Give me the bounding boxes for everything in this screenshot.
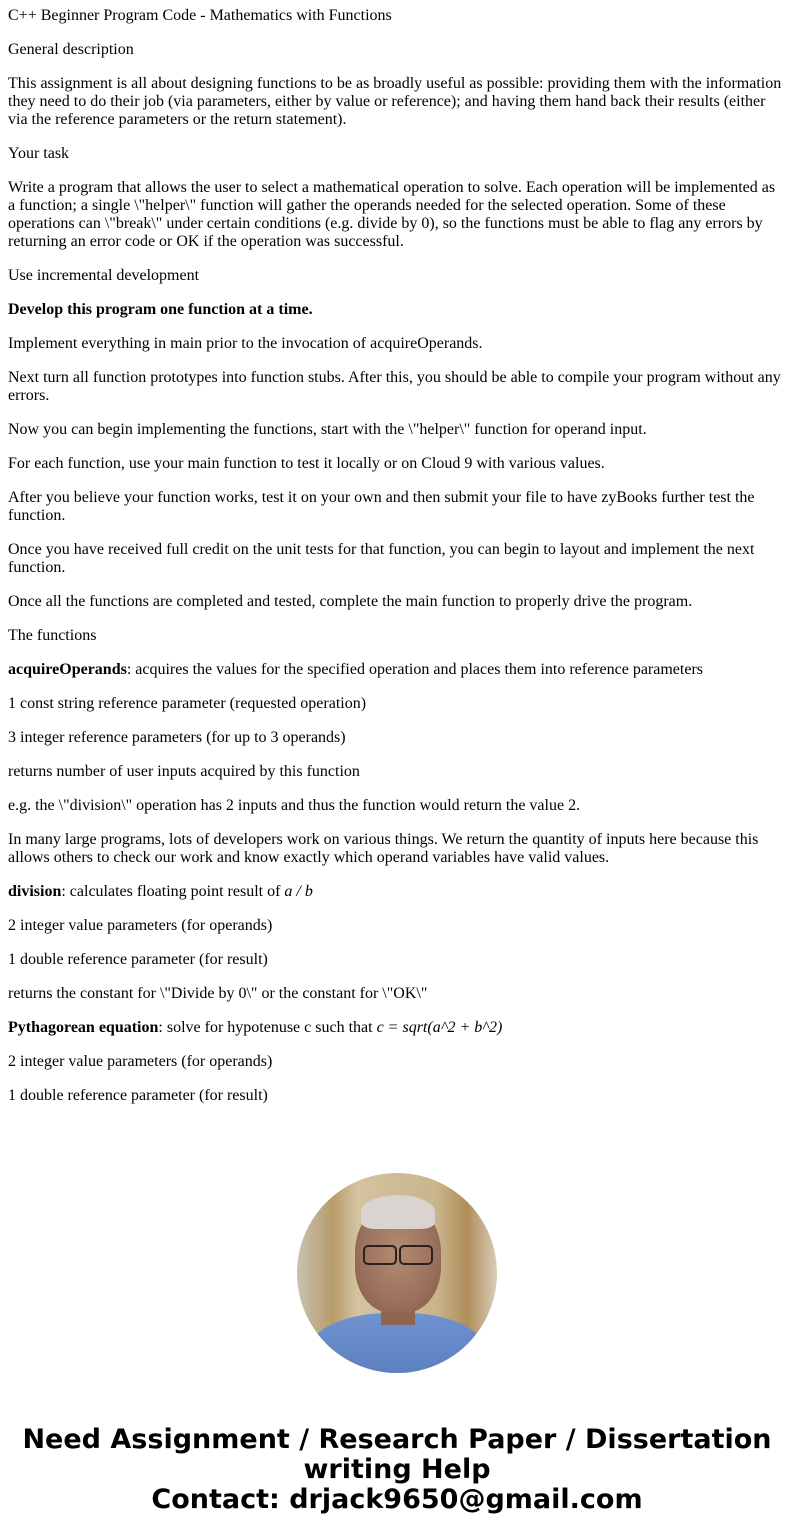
step: Once you have received full credit on the unit tests for that function, you can begin to layout and implement the next function.: [8, 541, 755, 576]
step: Now you can begin implementing the functions, start with the \"helper\" function for operand input.: [8, 421, 647, 438]
incremental-bold-text: Develop this program one function at a time.: [8, 301, 313, 318]
spec-line: e.g. the \"division\" operation has 2 inputs and thus the function would return the value 2.: [8, 797, 581, 814]
division-desc: [8, 883, 786, 901]
incremental-heading: Use incremental development: [8, 267, 200, 284]
general-text: This assignment is all about designing functions to be as broadly useful as possible: providing them with the information they need to do their job (via parameters, either by value or reference); and having them hand back their results (either via the reference parameters or the return statement).: [8, 75, 782, 128]
general-heading: General description: [8, 41, 134, 58]
photo-hair: [361, 1195, 435, 1229]
function-name: acquireOperands: [8, 661, 127, 678]
document-title: C++ Beginner Program Code - Mathematics with Functions: [8, 7, 392, 24]
spec-line: returns number of user inputs acquired by this function: [8, 763, 360, 780]
spec-line: returns the constant for \"Divide by 0\" or the constant for \"OK\": [8, 985, 428, 1002]
function-name: division: [8, 883, 62, 900]
formula: c = sqrt(a^2 + b^2): [376, 1019, 503, 1036]
spec-line: 2 integer value parameters (for operands): [8, 1053, 273, 1070]
function-name: Pythagorean equation: [8, 1019, 159, 1036]
spec-line: In many large programs, lots of developers work on various things. We return the quantity of inputs here because this allows others to check our work and know exactly which operand variables have valid values.: [8, 831, 759, 866]
photo-container: [0, 1173, 794, 1373]
task-text: Write a program that allows the user to select a mathematical operation to solve. Each operation will be implemented as a function; a single \"helper\" function will gather the operands needed for the selected operation. Some of these operations can \"break\" under certain conditions (e.g. divide by 0), so the functions must be able to flag any errors by returning an error code or OK if the operation was successful.: [8, 179, 776, 250]
step: After you believe your function works, test it on your own and then submit your file to have zyBooks further test the function.: [8, 489, 755, 524]
author-photo: [297, 1173, 497, 1373]
spec-line: 2 integer value parameters (for operands): [8, 917, 273, 934]
step: Once all the functions are completed and tested, complete the main function to properly drive the program.: [8, 593, 693, 610]
banner-contact: Contact: drjack9650@gmail.com: [151, 1484, 643, 1515]
step: Implement everything in main prior to the invocation of acquireOperands.: [8, 335, 483, 352]
function-desc: : calculates floating point result of: [61, 883, 285, 900]
step: Next turn all function prototypes into function stubs. After this, you should be able to compile your program without any errors.: [8, 369, 781, 404]
incremental-bold: [8, 301, 786, 319]
contact-banner: [0, 1425, 794, 1515]
document-body: [0, 7, 794, 1105]
function-desc: : solve for hypotenuse c such that: [158, 1019, 377, 1036]
spec-line: 1 double reference parameter (for result): [8, 1087, 268, 1104]
spec-line: 1 const string reference parameter (requested operation): [8, 695, 367, 712]
task-heading: Your task: [8, 145, 70, 162]
glasses-icon: [363, 1245, 433, 1263]
banner-line-1: Need Assignment / Research Paper / Dissertation writing Help: [22, 1424, 772, 1485]
formula: a / b: [284, 883, 313, 900]
functions-heading: The functions: [8, 627, 97, 644]
spec-line: 1 double reference parameter (for result): [8, 951, 268, 968]
function-desc: : acquires the values for the specified operation and places them into reference parameters: [126, 661, 704, 678]
step: For each function, use your main function to test it locally or on Cloud 9 with various values.: [8, 455, 605, 472]
spec-line: 3 integer reference parameters (for up to 3 operands): [8, 729, 346, 746]
pythagorean-desc: [8, 1019, 786, 1037]
acquire-operands-desc: [8, 661, 786, 679]
